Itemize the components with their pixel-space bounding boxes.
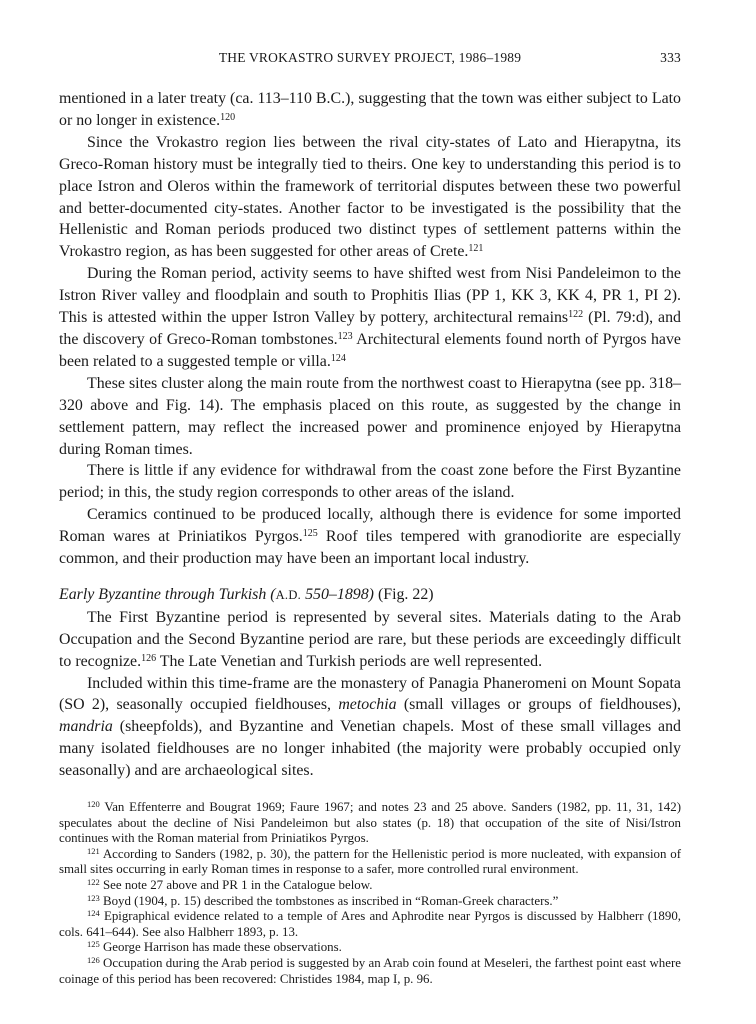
paragraph-text: The First Byzantine period is represented by several sites. Materials dating to the Arab Occupation and the Second Byzantine period are rare, but these periods are exceedingly difficult to recognize. — [59, 608, 681, 670]
paragraph-5 — [59, 460, 681, 504]
page-header — [59, 48, 681, 72]
footnote-number: 123 — [87, 892, 100, 903]
section-close-paren: ) — [368, 585, 374, 603]
footnote-number: 126 — [87, 955, 100, 966]
footnote-ref[interactable]: 121 — [468, 243, 484, 255]
body-text — [59, 88, 681, 782]
footnote-ref[interactable]: 123 — [337, 330, 353, 342]
footnote — [59, 956, 681, 987]
footnote-text: Occupation during the Arab period is suggested by an Arab coin found at Meseleri, the farthest point east where coinage of this period has been recovered: Christides 1984, map I, p. 96. — [59, 956, 681, 986]
paragraph-text: mentioned in a later treaty (ca. 113–110 B.C.), suggesting that the town was either subject to Lato or no longer in existence. — [59, 90, 681, 129]
footnote-number: 125 — [87, 939, 100, 950]
footnote-ref[interactable]: 124 — [330, 352, 346, 364]
paragraph-2 — [59, 132, 681, 263]
footnote-ref[interactable]: 125 — [302, 528, 318, 540]
paragraph-text: Roof tiles tempered with granodiorite are especially common, and their production may have been an important local industry. — [59, 528, 682, 568]
footnote — [59, 847, 681, 878]
footnote-number: 120 — [87, 799, 100, 810]
paragraph-text: Since the Vrokastro region lies between the rival city-states of Lato and Hierapytna, its Greco-Roman history must be integrally tied to theirs. One key to understanding this period is to place Istron and Oleros within the framework of territorial disputes between these two powerful and better-documented city-states. Another factor to be investigated is the possibility that the Hellenistic and Roman periods produced two distinct types of settlement patterns within the Vrokastro region, as has been suggested for other areas of Crete. — [59, 133, 681, 261]
paragraph-text: (Pl. 79:d), and the discovery of Greco-Roman tombstones. — [59, 309, 681, 348]
italic-term: mandria — [59, 718, 113, 736]
paragraph-text: The Late Venetian and Turkish periods are well represented. — [156, 652, 543, 670]
italic-term: metochia — [338, 696, 397, 714]
paragraph-text: Included within this time-frame are the monastery of Panagia Phaneromeni on Mount Sopata (SO 2), seasonally occupied fieldhouses, — [59, 674, 681, 714]
paragraph-6 — [59, 504, 681, 570]
page-number: 333 — [660, 50, 681, 65]
section-heading — [59, 584, 681, 607]
paragraph-text: (small villages or groups of fieldhouses), — [396, 696, 681, 714]
paragraph-3 — [59, 263, 681, 373]
section-years: 550–1898 — [305, 585, 369, 603]
footnote-text: See note 27 above and PR 1 in the Catalogue below. — [102, 878, 373, 893]
paragraph-text: These sites cluster along the main route from the northwest coast to Hierapytna (see pp. 318–320 above and Fig. 14). The emphasis placed on this route, as suggested by the change in settlement pattern, may reflect the increased power and prominence enjoyed by Hierapytna during Roman times. — [59, 374, 681, 458]
running-title: THE VROKASTRO SURVEY PROJECT, 1986–1989 — [218, 50, 522, 65]
journal-page — [59, 48, 681, 987]
footnote-text: Boyd (1904, p. 15) described the tombstones as inscribed in “Roman-Greek characters.” — [102, 893, 559, 908]
figure-reference: (Fig. 22) — [377, 585, 434, 603]
footnote — [59, 800, 681, 847]
footnote-number: 124 — [87, 908, 100, 919]
footnote-number: 121 — [87, 845, 100, 856]
paragraph-7 — [59, 607, 681, 673]
footnote-text: George Harrison has made these observations. — [102, 940, 342, 955]
footnote-ref[interactable]: 126 — [141, 652, 157, 664]
paragraph-text: During the Roman period, activity seems to have shifted west from Nisi Pandeleimon to the Istron River valley and floodplain and south to Prophitis Ilias (PP 1, KK 3, KK 4, PR 1, PI 2). This is attested within the upper Istron Valley by pottery, architectural remains — [59, 265, 681, 327]
paragraph-text: (sheepfolds), and Byzantine and Venetian chapels. Most of these small villages and many isolated fieldhouses are no longer inhabited (the majority were probably occupied only seasonally) and are archaeological sites. — [59, 718, 681, 780]
footnote — [59, 909, 681, 940]
paragraph-1 — [59, 88, 681, 132]
footnote-text: Van Effenterre and Bougrat 1969; Faure 1967; and notes 23 and 25 above. Sanders (1982, pp. 11, 31, 142) speculates about the decline of Nisi Pandeleimon but also states (p. 18) that occupation of the site of Nisi/Istron continues with the Roman material from Priniatikos Pyrgos. — [59, 800, 681, 846]
footnote — [59, 940, 681, 956]
paragraph-8 — [59, 673, 681, 783]
section-title: Early Byzantine through Turkish — [59, 585, 267, 603]
footnote-ref[interactable]: 122 — [568, 309, 584, 321]
footnote — [59, 894, 681, 910]
footnote-text: According to Sanders (1982, p. 30), the pattern for the Hellenistic period is more nucleated, with expansion of small sites occurring in early Roman times in response to a safer, more controlled rural environment. — [59, 846, 682, 877]
footnote-text: Epigraphical evidence related to a temple of Ares and Aphrodite near Pyrgos is discussed by Halbherr (1890, cols. 641–644). See also Halbherr 1893, p. 13. — [59, 909, 681, 939]
paragraph-text: Architectural elements found north of Pyrgos have been related to a suggested temple or villa. — [59, 330, 681, 370]
footnote-ref[interactable]: 120 — [220, 111, 236, 123]
section-era: A.D. — [275, 587, 302, 602]
footnotes — [59, 800, 681, 987]
footnote-number: 122 — [87, 877, 100, 888]
footnote — [59, 878, 681, 894]
paragraph-4 — [59, 373, 681, 461]
paragraph-text: Ceramics continued to be produced locally, although there is evidence for some imported Roman wares at Priniatikos Pyrgos. — [59, 506, 681, 546]
paragraph-text: There is little if any evidence for withdrawal from the coast zone before the First Byzantine period; in this, the study region corresponds to other areas of the island. — [59, 462, 681, 502]
section-open-paren: ( — [270, 585, 276, 603]
